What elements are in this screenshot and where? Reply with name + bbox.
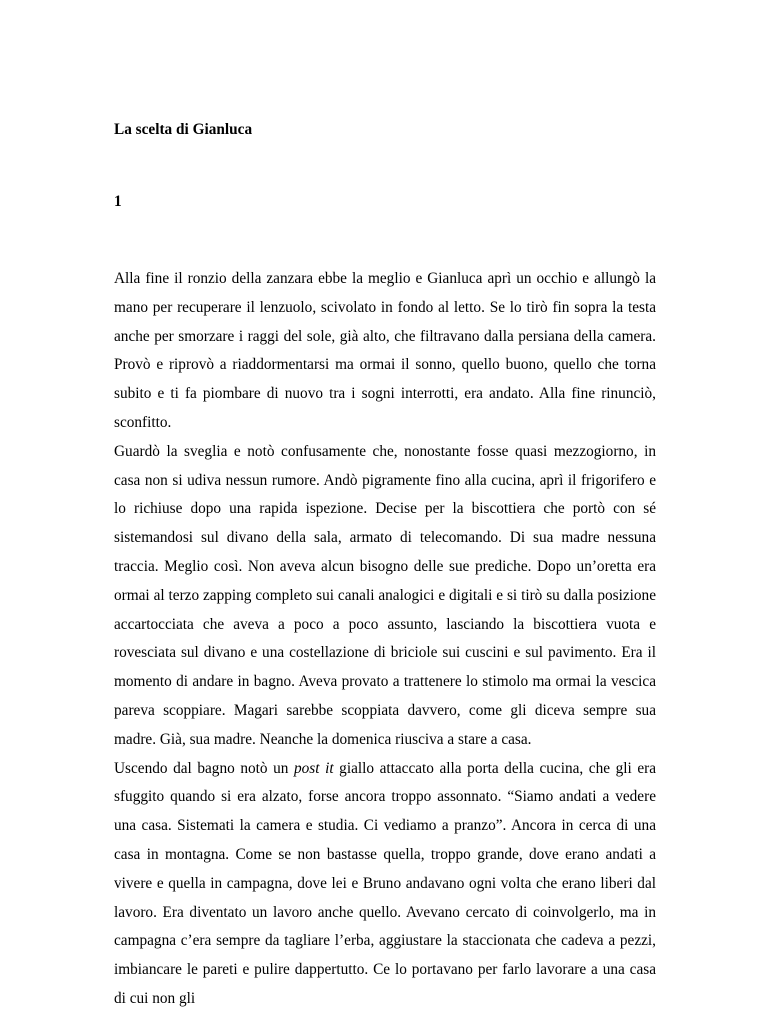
paragraph-text: giallo attaccato alla porta della cucina, che gli era sfuggito quando si era alzato, forse ancora troppo assonnato. “Siamo andati a vedere una casa. Sistemati la camera e studia. Ci vediamo a pranzo”. Ancora in cerca di una casa in montagna. Come se non bastasse quella, troppo grande, dove erano andati a vivere e quella in campagna, dove lei e Bruno andavano ogni volta che erano liberi dal lavoro. Era diventato un lavoro anche quello. Avevano cercato di coinvolgerlo, ma in campagna c’era sempre da tagliare l’erba, aggiustare la staccionata che cadeva a pezzi, imbiancare le pareti e pulire dappertutto. Ce lo portavano per farlo lavorare a una casa di cui non gli	[114, 759, 657, 1007]
paragraph-text: Uscendo dal bagno notò un	[114, 759, 294, 777]
italic-text: post it	[294, 759, 334, 777]
chapter-number: 1	[114, 193, 122, 210]
body-paragraph	[114, 755, 656, 1014]
paragraph-text: Guardò la sveglia e notò confusamente che, nonostante fosse quasi mezzogiorno, in casa non si udiva nessun rumore. Andò pigramente fino alla cucina, aprì il frigorifero e lo richiuse dopo una rapida ispezione. Decise per la biscottiera che portò con sé sistemandosi sul divano della sala, armato di telecomando. Di sua madre nessuna traccia. Meglio così. Non aveva alcun bisogno delle sue prediche. Dopo un’oretta era ormai al terzo zapping completo sui canali analogici e digitali e si tirò su dalla posizione accartocciata che aveva a poco a poco assunto, lasciando la biscottiera vuota e rovesciata sul divano e una costellazione di briciole sui cuscini e sul pavimento. Era il momento di andare in bagno. Aveva provato a trattenere lo stimolo ma ormai la vescica pareva scoppiare. Magari sarebbe scoppiata davvero, come gli diceva sempre sua madre. Già, sua madre. Neanche la domenica riusciva a stare a casa.	[114, 442, 656, 748]
document-title: La scelta di Gianluca	[114, 121, 253, 138]
paragraph-text: Alla fine il ronzio della zanzara ebbe la meglio e Gianluca aprì un occhio e allungò la mano per recuperare il lenzuolo, scivolato in fondo al letto. Se lo tirò fin sopra la testa anche per smorzare i raggi del sole, già alto, che filtravano dalla persiana della camera. Provò e riprovò a riaddormentarsi ma ormai il sonno, quello buono, quello che torna subito e ti fa piombare di nuovo tra i sogni interrotti, era andato. Alla fine rinunciò, sconfitto.	[114, 270, 656, 431]
body-paragraph	[114, 265, 656, 438]
body-paragraph	[114, 438, 656, 755]
chapter-body	[114, 265, 656, 1014]
